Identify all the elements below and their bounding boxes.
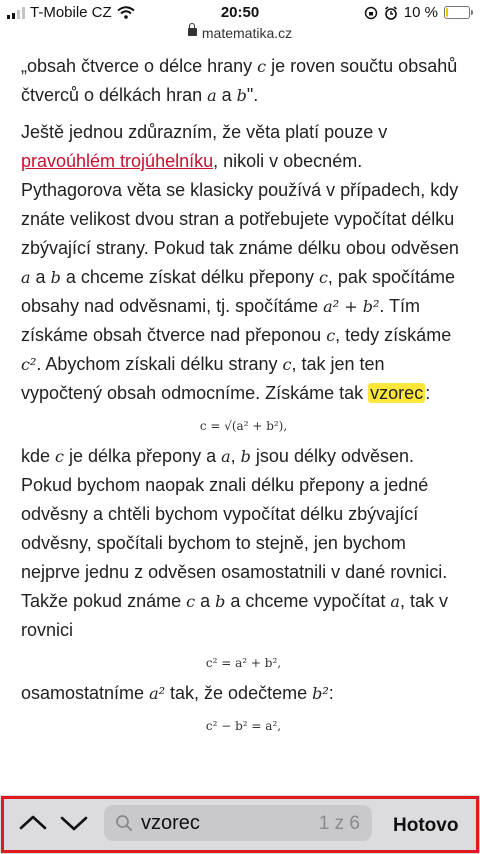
next-match-button[interactable]: [59, 811, 89, 835]
battery-percent: 10 %: [403, 4, 438, 21]
battery-icon: [444, 6, 470, 19]
article-link[interactable]: pravoúhlém trojúhelníku: [21, 151, 214, 171]
formula-hypotenuse: c = √(a² + b²),: [199, 419, 288, 433]
formula-leg: c² − b² = a²,: [205, 719, 282, 733]
search-term[interactable]: vzorec: [141, 812, 200, 834]
match-count: 1 z 6: [318, 813, 360, 834]
find-search-field[interactable]: [104, 805, 372, 841]
paragraph-2: Ještě jednou zdůrazním, že věta platí pouze v pravoúhlém trojúhelníku, nikoli v obecném. Pythagorova věta se klasicky používá v případech, kdy znáte velikost dvou stran a potřebujete vypočítat délku zbývající strany. Pokud tak známe délku obou odvěsen a a b a chceme získat délku přepony c, pak spočítáme obsahy nad odvěsnami, tj. spočítáme a² + b². Tím získáme obsah čtverce nad přeponou c, tedy získáme c². Abychom získali délku strany c, tak jen ten vypočtený obsah odmocníme. Získáme tak vzorec :: [21, 122, 459, 403]
url-domain: matematika.cz: [201, 25, 293, 42]
done-button[interactable]: Hotovo: [393, 815, 459, 836]
status-bar: [0, 0, 480, 24]
carrier-label: T-Mobile CZ: [30, 4, 112, 21]
search-icon: [115, 814, 133, 832]
url-bar[interactable]: [0, 24, 480, 46]
previous-match-button[interactable]: [18, 811, 48, 835]
status-indicators: [364, 4, 470, 21]
clock: 20:50: [220, 4, 260, 21]
article-content: [21, 52, 466, 742]
search-highlight: vzorec: [370, 383, 424, 403]
rotation-lock-icon: [364, 6, 378, 20]
formula-pythagoras: c² = a² + b²,: [205, 656, 282, 670]
paragraph-3: kde c je délka přepony a a, b jsou délky odvěsen. Pokud bychom naopak znali délku přepony a jedné odvěsny a chtěli bychom vypočítat délku zbývající odvěsny, spočítali bychom to stejně, jen bychom nejprve jednu z odvěsen osamostatnili v dané rovnici. Takže pokud známe c a b a chceme vypočítat a, tak v rovnici: [21, 446, 448, 640]
find-in-page-bar: [0, 795, 480, 854]
paragraph-4: osamostatníme a² tak, že odečteme b²:: [21, 683, 334, 703]
alarm-icon: [384, 6, 398, 20]
paragraph-1: „obsah čtverce o délce hrany c je roven součtu obsahů čtverců o délkách hran a a b".: [21, 56, 458, 105]
lock-icon: [188, 28, 197, 36]
